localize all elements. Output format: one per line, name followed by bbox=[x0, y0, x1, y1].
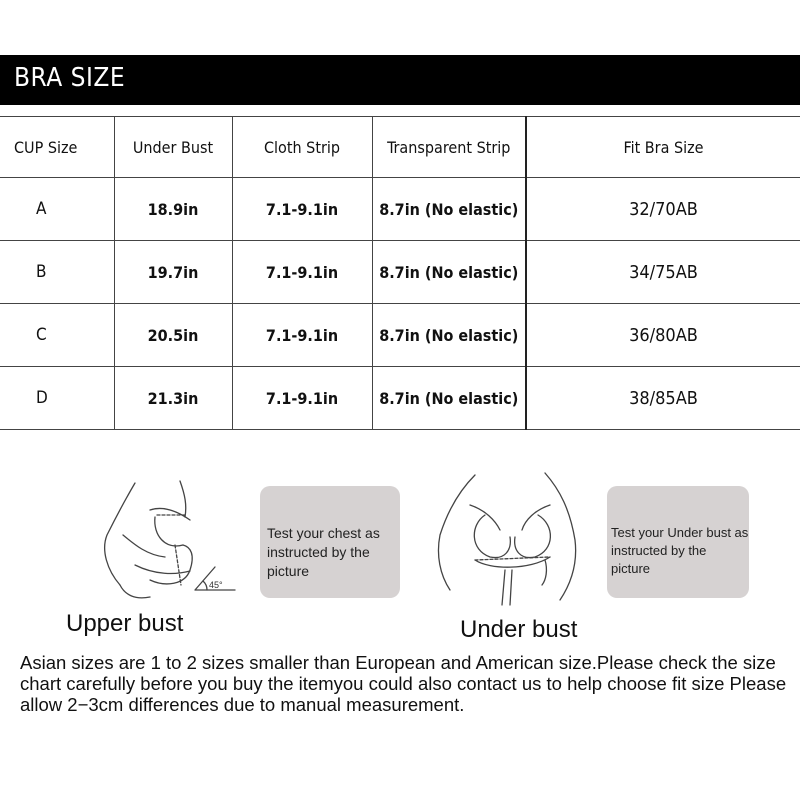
under-bust-cell: 20.5in bbox=[114, 304, 232, 367]
table-row bbox=[0, 367, 800, 430]
cloth-strip-cell: 7.1-9.1in bbox=[232, 304, 372, 367]
transparent-strip-cell: 8.7in (No elastic) bbox=[372, 178, 526, 241]
cup-size-cell: B bbox=[0, 241, 114, 304]
fit-bra-size-cell: 36/80AB bbox=[526, 304, 800, 367]
fit-bra-size-cell: 34/75AB bbox=[526, 241, 800, 304]
cup-size-cell: D bbox=[0, 367, 114, 430]
upper-bust-illustration bbox=[95, 475, 245, 605]
upper-bust-instruction-text: Test your chest as instructed by the picture bbox=[267, 525, 380, 579]
transparent-strip-cell: 8.7in (No elastic) bbox=[372, 304, 526, 367]
table-row bbox=[0, 178, 800, 241]
table-header-row bbox=[0, 117, 800, 178]
under-bust-instruction-box bbox=[607, 486, 749, 598]
under-bust-cell: 21.3in bbox=[114, 367, 232, 430]
column-header: CUP Size bbox=[0, 117, 114, 178]
column-header: Transparent Strip bbox=[372, 117, 526, 178]
column-header: Cloth Strip bbox=[232, 117, 372, 178]
under-bust-label: Under bust bbox=[460, 616, 578, 643]
transparent-strip-cell: 8.7in (No elastic) bbox=[372, 367, 526, 430]
under-bust-illustration bbox=[430, 465, 590, 610]
fit-bra-size-cell: 38/85AB bbox=[526, 367, 800, 430]
title-banner bbox=[0, 55, 800, 105]
column-header: Under Bust bbox=[114, 117, 232, 178]
under-bust-cell: 19.7in bbox=[114, 241, 232, 304]
cloth-strip-cell: 7.1-9.1in bbox=[232, 241, 372, 304]
upper-bust-label: Upper bust bbox=[66, 610, 184, 637]
angle-label: 45° bbox=[209, 580, 223, 590]
cup-size-cell: A bbox=[0, 178, 114, 241]
cup-size-cell: C bbox=[0, 304, 114, 367]
page-title: BRA SIZE bbox=[14, 63, 126, 93]
cloth-strip-cell: 7.1-9.1in bbox=[232, 178, 372, 241]
table-row bbox=[0, 304, 800, 367]
cloth-strip-cell: 7.1-9.1in bbox=[232, 367, 372, 430]
table-row bbox=[0, 241, 800, 304]
fit-bra-size-cell: 32/70AB bbox=[526, 178, 800, 241]
under-bust-cell: 18.9in bbox=[114, 178, 232, 241]
upper-bust-instruction-box bbox=[260, 486, 400, 598]
transparent-strip-cell: 8.7in (No elastic) bbox=[372, 241, 526, 304]
size-disclaimer-note: Asian sizes are 1 to 2 sizes smaller than European and American size.Please check the size chart carefully before you buy the itemyou could also contact us to help choose fit size Please allow 2−3cm differences due to manual measurement. bbox=[20, 652, 787, 715]
size-chart-table bbox=[0, 116, 800, 430]
column-header: Fit Bra Size bbox=[526, 117, 800, 178]
under-bust-instruction-text: Test your Under bust as instructed by the picture bbox=[611, 525, 749, 576]
